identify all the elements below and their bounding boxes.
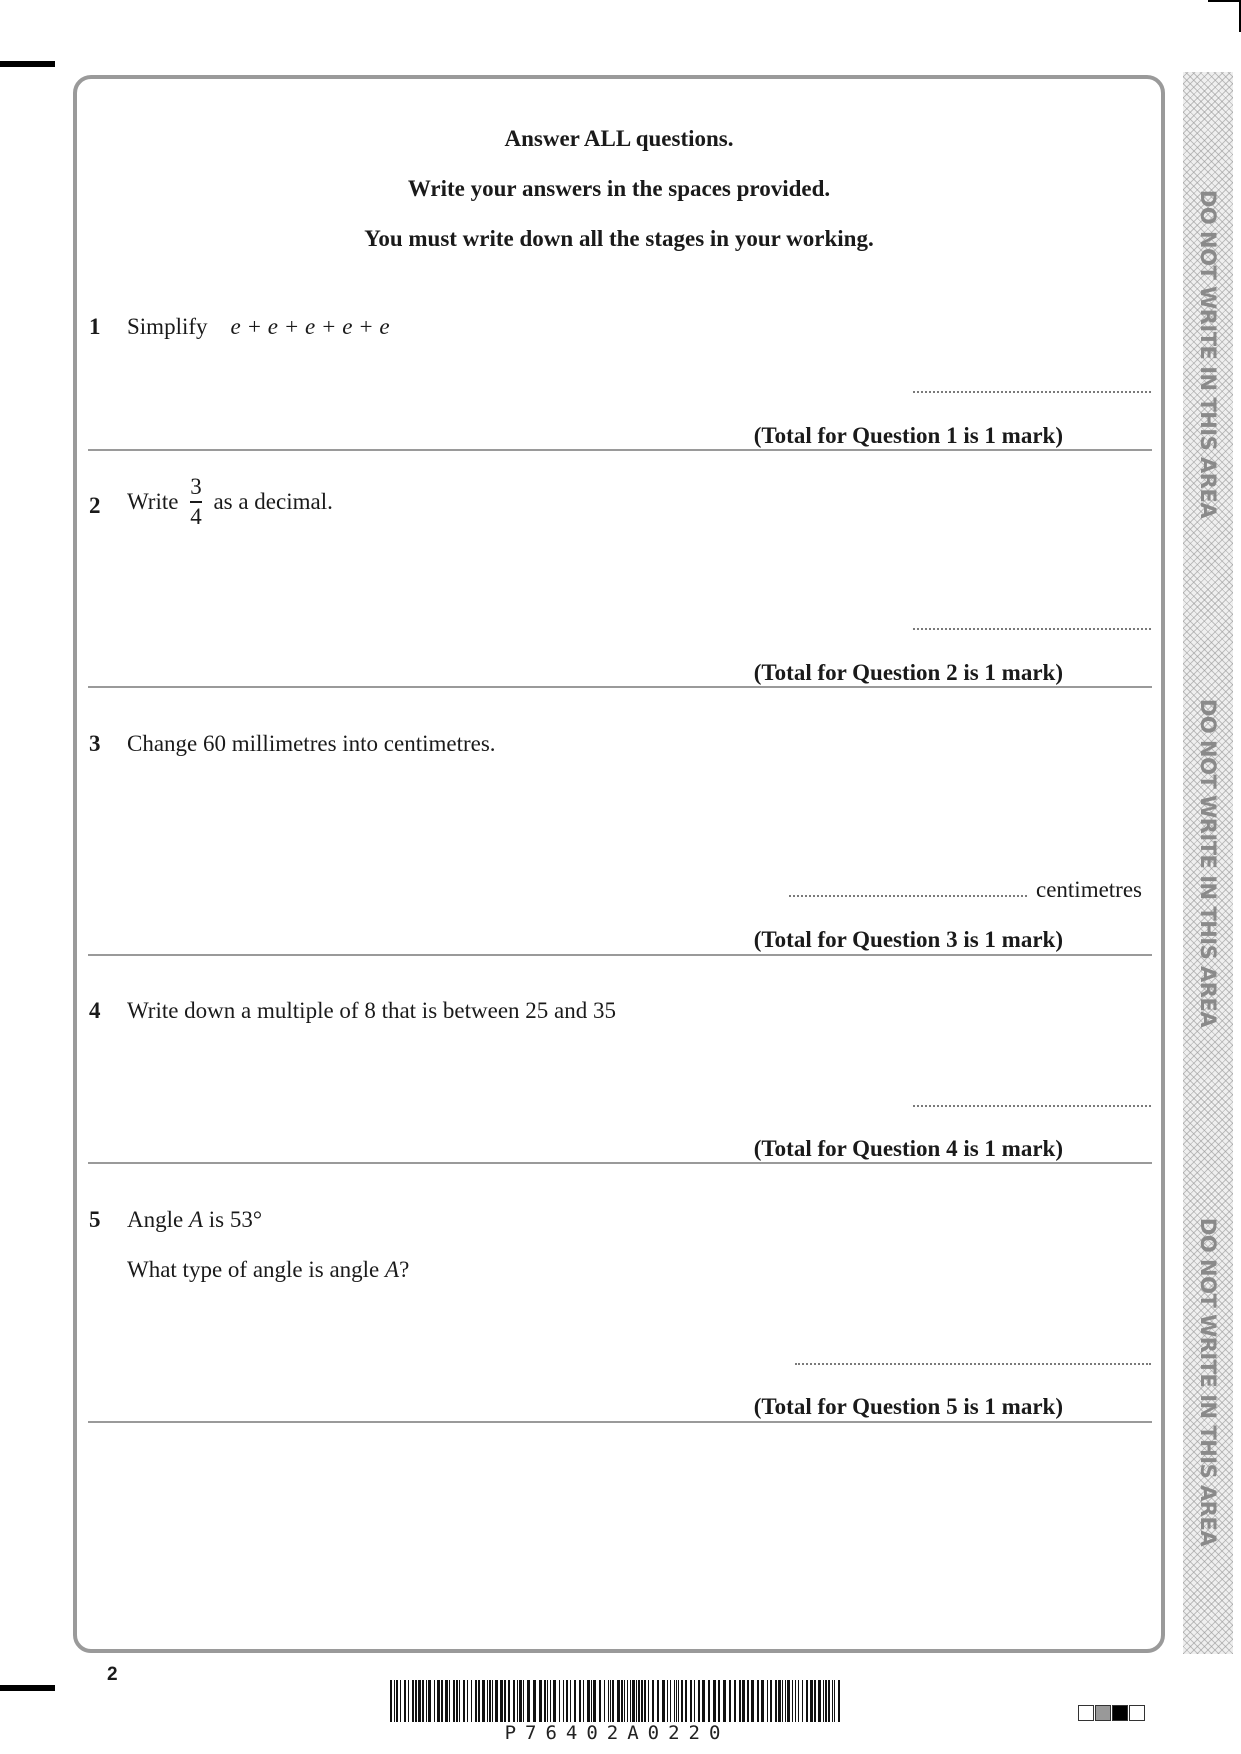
barcode-bar	[814, 1680, 816, 1722]
question-2-divider	[88, 686, 1152, 688]
barcode-bar	[500, 1680, 503, 1722]
question-1-expression: e + e + e + e + e	[230, 314, 390, 339]
barcode-bar	[670, 1680, 671, 1722]
barcode	[390, 1680, 844, 1722]
barcode-bar	[495, 1680, 498, 1722]
question-4-divider	[88, 1162, 1152, 1164]
barcode-bar	[775, 1680, 777, 1722]
question-2-total: (Total for Question 2 is 1 mark)	[753, 660, 1063, 685]
barcode-bar	[441, 1680, 443, 1722]
question-5-line-2-var: A	[385, 1257, 400, 1282]
question-5-total: (Total for Question 5 is 1 mark)	[753, 1394, 1063, 1419]
barcode-bar	[636, 1680, 637, 1722]
barcode-bar	[657, 1680, 659, 1722]
question-3-divider	[88, 954, 1152, 956]
barcode-bar	[729, 1680, 731, 1722]
barcode-bar	[834, 1680, 835, 1722]
question-1-text	[127, 313, 390, 341]
barcode-bar	[437, 1680, 440, 1722]
barcode-bar	[621, 1680, 623, 1722]
barcode-bar	[617, 1680, 620, 1722]
barcode-bar	[519, 1680, 522, 1722]
barcode-bar	[574, 1680, 576, 1722]
barcode-bar	[418, 1680, 421, 1722]
barcode-bar	[434, 1680, 435, 1722]
barcode-bar	[770, 1680, 772, 1722]
question-5-answer-line[interactable]	[795, 1363, 1151, 1365]
barcode-bar	[641, 1680, 643, 1722]
barcode-bar	[487, 1680, 488, 1722]
barcode-bar	[627, 1680, 628, 1722]
barcode-bar	[566, 1680, 568, 1722]
barcode-bar	[604, 1680, 605, 1722]
barcode-bar	[757, 1680, 759, 1722]
barcode-bar	[539, 1680, 542, 1722]
question-3-text: Change 60 millimetres into centimetres.	[127, 731, 496, 756]
barcode-bar	[761, 1680, 764, 1722]
crop-mark-top-right-h	[1208, 0, 1241, 2]
barcode-bar	[478, 1680, 480, 1722]
barcode-bar	[459, 1680, 460, 1722]
barcode-bar	[449, 1680, 450, 1722]
barcode-bar	[690, 1680, 692, 1722]
barcode-bar	[587, 1680, 590, 1722]
question-3-number: 3	[89, 731, 101, 756]
barcode-bar	[544, 1680, 546, 1722]
barcode-bar	[415, 1680, 417, 1722]
barcode-bar	[453, 1680, 455, 1722]
barcode-bar	[685, 1680, 687, 1722]
barcode-bar	[563, 1680, 564, 1722]
barcode-bar	[698, 1680, 700, 1722]
barcode-bar	[599, 1680, 601, 1722]
barcode-text: P76402A0220	[504, 1722, 730, 1744]
question-3-answer-line[interactable]	[789, 895, 1027, 897]
barcode-bar	[802, 1680, 803, 1722]
question-5-divider	[88, 1421, 1152, 1423]
barcode-bar	[832, 1680, 833, 1722]
question-1-prompt: Simplify	[127, 314, 208, 339]
barcode-bar	[456, 1680, 458, 1722]
question-5-line-2-before: What type of angle is angle	[127, 1257, 380, 1282]
barcode-bar	[662, 1680, 665, 1722]
barcode-bar	[644, 1680, 646, 1722]
barcode-bar	[792, 1680, 793, 1722]
crop-mark-top-left	[0, 61, 55, 67]
instruction-working: You must write down all the stages in your working.	[364, 226, 874, 251]
barcode-bar	[742, 1680, 745, 1722]
barcode-bar	[823, 1680, 824, 1722]
barcode-bar	[630, 1680, 631, 1722]
barcode-bar	[787, 1680, 790, 1722]
barcode-bar	[785, 1680, 786, 1722]
barcode-bar	[828, 1680, 830, 1722]
barcode-bar	[612, 1680, 614, 1722]
page-number: 2	[107, 1664, 118, 1685]
barcode-bar	[559, 1680, 560, 1722]
barcode-bar	[734, 1680, 736, 1722]
barcode-bar	[579, 1680, 581, 1722]
barcode-bar	[608, 1680, 609, 1722]
barcode-bar	[428, 1680, 431, 1722]
barcode-bar	[445, 1680, 448, 1722]
colour-square	[1129, 1705, 1145, 1721]
barcode-bar	[739, 1680, 741, 1722]
barcode-bar	[806, 1680, 808, 1722]
question-1-answer-line[interactable]	[913, 391, 1151, 393]
barcode-bar	[593, 1680, 596, 1722]
barcode-bar	[394, 1680, 395, 1722]
question-4-total: (Total for Question 4 is 1 mark)	[753, 1136, 1063, 1161]
instruction-spaces: Write your answers in the spaces provided.	[407, 176, 831, 201]
question-4-number: 4	[89, 998, 101, 1023]
question-2-answer-line[interactable]	[913, 628, 1151, 630]
question-5-line-1-after: is 53°	[208, 1207, 263, 1232]
question-4-text: Write down a multiple of 8 that is between 25 and 35	[127, 998, 616, 1023]
barcode-bar	[513, 1680, 515, 1722]
barcode-bar	[638, 1680, 640, 1722]
question-5-number: 5	[89, 1207, 101, 1232]
question-1-total: (Total for Question 1 is 1 mark)	[753, 423, 1063, 448]
barcode-bar	[412, 1680, 414, 1722]
barcode-bar	[838, 1680, 840, 1722]
barcode-bar	[390, 1680, 392, 1722]
barcode-bar	[467, 1680, 468, 1722]
barcode-bar	[508, 1680, 510, 1722]
barcode-bar	[400, 1680, 401, 1722]
question-3-total: (Total for Question 3 is 1 mark)	[753, 927, 1063, 952]
barcode-bar	[489, 1680, 491, 1722]
barcode-bar	[396, 1680, 398, 1722]
question-5-line-1	[127, 1206, 262, 1234]
barcode-bar	[475, 1680, 477, 1722]
barcode-bar	[723, 1680, 726, 1722]
barcode-bar	[583, 1680, 584, 1722]
barcode-bar	[553, 1680, 556, 1722]
barcode-bar	[408, 1680, 409, 1722]
question-5-line-2	[127, 1256, 409, 1284]
barcode-bar	[778, 1680, 781, 1722]
crop-mark-bottom-left	[0, 1685, 55, 1691]
barcode-bar	[810, 1680, 813, 1722]
barcode-bar	[517, 1680, 518, 1722]
barcode-bar	[624, 1680, 625, 1722]
colour-square	[1095, 1705, 1111, 1721]
barcode-bar	[713, 1680, 716, 1722]
barcode-bar	[591, 1680, 592, 1722]
barcode-bar	[482, 1680, 485, 1722]
barcode-bar	[718, 1680, 720, 1722]
question-1-divider	[88, 449, 1152, 451]
barcode-bar	[667, 1680, 668, 1722]
barcode-bar	[767, 1680, 768, 1722]
barcode-bar	[632, 1680, 635, 1722]
barcode-bar	[798, 1680, 799, 1722]
question-5-line-1-var: A	[188, 1207, 204, 1232]
barcode-bar	[674, 1680, 675, 1722]
barcode-bar	[795, 1680, 796, 1722]
barcode-bar	[747, 1680, 749, 1722]
barcode-bar	[463, 1680, 465, 1722]
colour-square	[1078, 1705, 1094, 1721]
barcode-bar	[550, 1680, 551, 1722]
question-2-fraction	[190, 474, 202, 530]
barcode-bar	[708, 1680, 710, 1722]
question-3-unit: centimetres	[1036, 877, 1143, 902]
barcode-bar	[648, 1680, 649, 1722]
barcode-bar	[694, 1680, 695, 1722]
barcode-bar	[681, 1680, 683, 1722]
barcode-bar	[782, 1680, 783, 1722]
barcode-bar	[610, 1680, 611, 1722]
question-1-number: 1	[89, 314, 101, 339]
barcode-bar	[570, 1680, 571, 1722]
question-5-line-1-before: Angle	[127, 1207, 184, 1232]
fraction-bar	[190, 501, 202, 503]
colour-check-squares	[1078, 1705, 1146, 1721]
barcode-bar	[523, 1680, 524, 1722]
fraction-numerator: 3	[190, 474, 202, 499]
colour-square	[1112, 1705, 1128, 1721]
barcode-bar	[422, 1680, 424, 1722]
barcode-bar	[652, 1680, 654, 1722]
barcode-bar	[492, 1680, 493, 1722]
question-2-text	[127, 476, 333, 532]
question-2-prompt-after: as a decimal.	[213, 489, 333, 515]
barcode-bar	[426, 1680, 427, 1722]
barcode-bar	[818, 1680, 821, 1722]
barcode-bar	[678, 1680, 679, 1722]
barcode-bar	[471, 1680, 472, 1722]
question-2-number: 2	[89, 493, 101, 518]
instruction-answer-all: Answer ALL questions.	[504, 126, 734, 151]
question-5-line-2-after: ?	[399, 1257, 410, 1282]
question-2-prompt-before: Write	[127, 489, 179, 515]
barcode-bar	[702, 1680, 705, 1722]
barcode-bar	[533, 1680, 536, 1722]
barcode-bar	[504, 1680, 506, 1722]
barcode-bar	[825, 1680, 827, 1722]
barcode-bar	[547, 1680, 548, 1722]
barcode-bar	[676, 1680, 677, 1722]
question-4-answer-line[interactable]	[913, 1105, 1151, 1107]
barcode-bar	[751, 1680, 754, 1722]
fraction-denominator: 4	[190, 503, 202, 529]
barcode-bar	[527, 1680, 530, 1722]
barcode-bar	[404, 1680, 406, 1722]
